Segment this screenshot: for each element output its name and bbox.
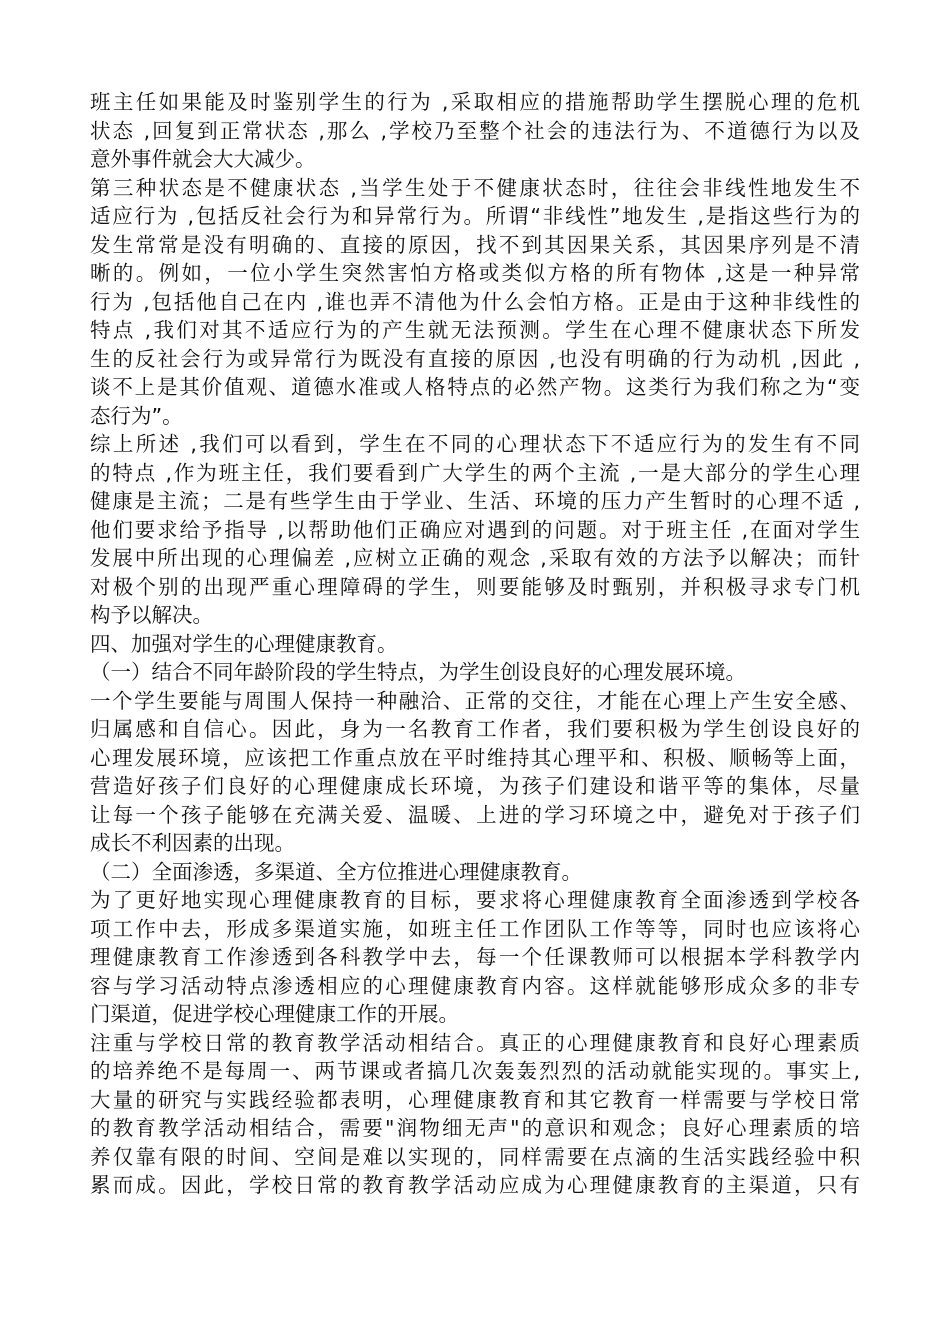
text-line: 生的反社会行为或异常行为既没有直接的原因 ,也没有明确的行为动机 ,因此 , [90, 346, 860, 371]
text-line: 门渠道，促进学校心理健康工作的开展。 [90, 1002, 459, 1026]
text-line: 养仅靠有限的时间、空间是难以实现的，同样需要在点滴的生活实践经验中积 [90, 1144, 860, 1169]
text-line: 项工作中去，形成多渠道实施，如班主任工作团队工作等等，同时也应该将心 [90, 916, 860, 941]
text-line: 一个学生要能与周围人保持一种融洽、正常的交往，才能在心理上产生安全感、 [90, 688, 860, 713]
text-line: 的特点 ,作为班主任，我们要看到广大学生的两个主流 ,一是大部分的学生心理 [90, 460, 860, 485]
text-line: 第三种状态是不健康状态 ,当学生处于不健康状态时，往往会非线性地发生不 [90, 175, 860, 200]
text-line: 归属感和自信心。因此，身为一名教育工作者，我们要积极为学生创设良好的 [90, 717, 860, 741]
text-line [90, 1200, 860, 1229]
text-line: 晰的。例如，一位小学生突然害怕方格或类似方格的所有物体 ,这是一种异常 [90, 261, 860, 285]
text-line: 综上所述 ,我们可以看到，学生在不同的心理状态下不适应行为的发生有不同 [90, 432, 860, 456]
text-line: 发生常常是没有明确的、直接的原因，找不到其因果关系，其因果序列是不清 [90, 232, 860, 257]
text-line: 行为 ,包括他自己在内 ,谁也弄不清他为什么会怕方格。正是由于这种非线性的 [90, 289, 860, 314]
text-line: 营造好孩子们良好的心理健康成长环境，为孩子们建设和谐平等的集体，尽量 [90, 774, 860, 798]
text-line: 发展中所出现的心理偏差 ,应树立正确的观念 ,采取有效的方法予以解决；而针 [90, 546, 860, 570]
text-line: 状态 ,回复到正常状态 ,那么 ,学校乃至整个社会的违法行为、不道德行为以及 [90, 118, 860, 143]
text-line: 累而成。因此，学校日常的教育教学活动应成为心理健康教育的主渠道，只有 [90, 1173, 860, 1197]
text-line: 班主任如果能及时鉴别学生的行为 ,采取相应的措施帮助学生摆脱心理的危机 [90, 90, 860, 114]
text-line: 成长不利因素的出现。 [90, 831, 295, 855]
subsection-heading: （二）全面渗透，多渠道、全方位推进心理健康教育。 [90, 859, 582, 884]
text-line: 理健康教育工作渗透到各科教学中去，每一个任课教师可以根据本学科教学内 [90, 945, 860, 969]
text-line: 态行为”。 [90, 403, 183, 428]
text-line: 他们要求给予指导 ,以帮助他们正确应对遇到的问题。对于班主任 ,在面对学生 [90, 517, 860, 542]
section-heading: 四、加强对学生的心理健康教育。 [90, 631, 398, 656]
text-line: 容与学习活动特点渗透相应的心理健康教育内容。这样就能够形成众多的非专 [90, 973, 860, 998]
text-line: 让每一个孩子能够在充满关爱、温暖、上进的学习环境之中，避免对于孩子们 [90, 802, 860, 827]
subsection-heading: （一）结合不同年龄阶段的学生特点，为学生创设良好的心理发展环境。 [90, 660, 746, 684]
text-line: 大量的研究与实践经验都表明，心理健康教育和其它教育一样需要与学校日常 [90, 1087, 860, 1112]
text-line: 的培养绝不是每周一、两节课或者搞几次轰轰烈烈的活动就能实现的。事实上, [90, 1059, 860, 1083]
text-line: 健康是主流；二是有些学生由于学业、生活、环境的压力产生暂时的心理不适 , [90, 489, 860, 513]
text-line: 注重与学校日常的教育教学活动相结合。真正的心理健康教育和良好心理素质 [90, 1030, 860, 1055]
text-line: 心理发展环境，应该把工作重点放在平时维持其心理平和、积极、顺畅等上面， [90, 745, 860, 770]
text-line: 构予以解决。 [90, 603, 213, 627]
text-line: 对极个别的出现严重心理障碍的学生，则要能够及时甄别，并积极寻求专门机 [90, 574, 860, 599]
text-line: 意外事件就会大大减少。 [90, 147, 316, 171]
text-line: 特点 ,我们对其不适应行为的产生就无法预测。学生在心理不健康状态下所发 [90, 318, 860, 342]
text-line: 为了更好地实现心理健康教育的目标，要求将心理健康教育全面渗透到学校各 [90, 888, 860, 912]
text-line: 谈不上是其价值观、道德水准或人格特点的必然产物。这类行为我们称之为“变 [90, 375, 860, 399]
text-line: 适应行为 ,包括反社会行为和异常行为。所谓“非线性”地发生 ,是指这些行为的 [90, 204, 860, 228]
text-line: 的教育教学活动相结合，需要"润物细无声"的意识和观念；良好心理素质的培 [90, 1116, 860, 1140]
